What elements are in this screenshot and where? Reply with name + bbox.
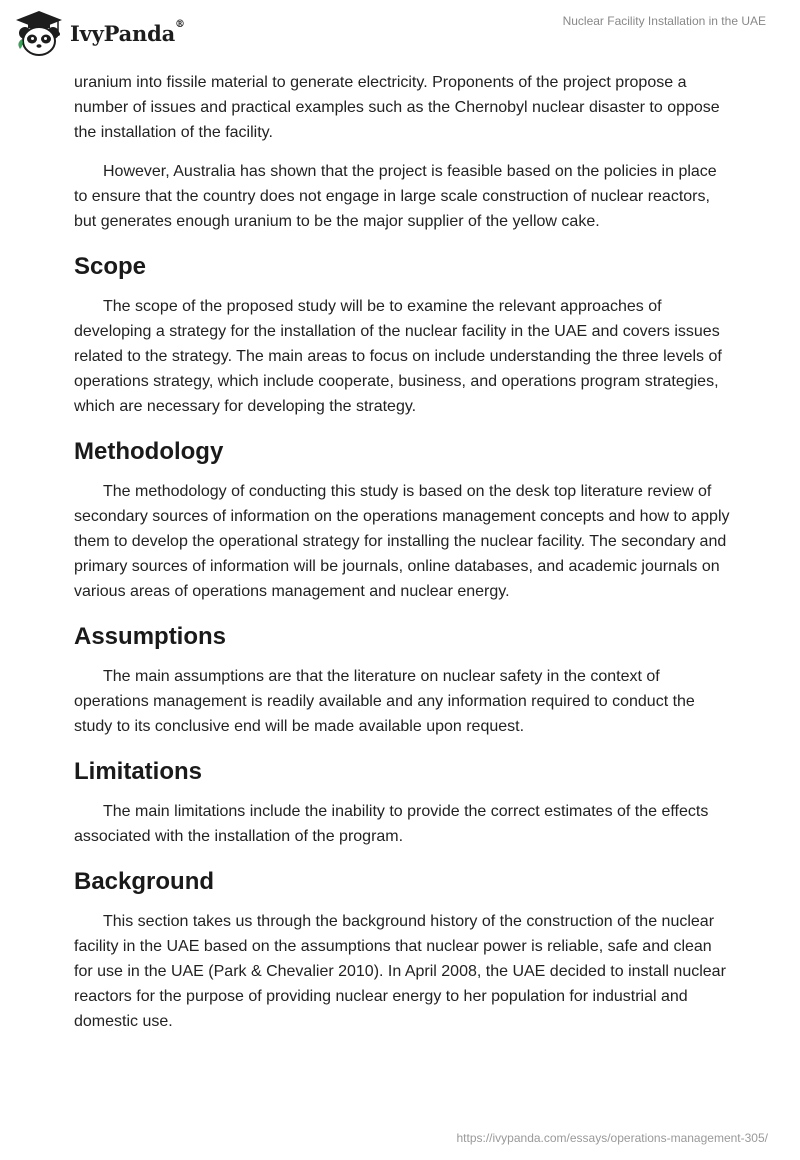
section-heading-methodology: Methodology (74, 438, 224, 465)
section-text-limitations: The main limitations include the inability to provide the correct estimates of the effects associated with the installation of the program. (74, 803, 709, 845)
intro-paragraph-1: uranium into fissile material to generate electricity. Proponents of the project propose a number of issues and practical examples such as the Chernobyl nuclear disaster to oppose the installation of the facility. (74, 74, 720, 141)
brand-name: IvyPanda® (70, 18, 185, 46)
essay-content (74, 70, 734, 1048)
section-text-methodology: The methodology of conducting this study is based on the desk top literature review of secondary sources of information on the operations management concepts and how to apply them to develop the operational strategy for installing the nuclear facility. The secondary and primary sources of information will be journals, online databases, and academic journals on various areas of operations management and nuclear energy. (74, 483, 730, 600)
intro-paragraph-2: However, Australia has shown that the project is feasible based on the policies in place to ensure that the country does not engage in large scale construction of nuclear reactors, but generates enough uranium to be the major supplier of the yellow cake. (74, 163, 717, 230)
source-url-link[interactable]: https://ivypanda.com/essays/operations-management-305/ (456, 1131, 768, 1145)
section-heading-assumptions: Assumptions (74, 623, 227, 650)
section-text-scope: The scope of the proposed study will be to examine the relevant approaches of developing a strategy for the installation of the nuclear facility in the UAE and covers issues related to the strategy. The main areas to focus on include understanding the three levels of operations strategy, which include cooperate, business, and operations program strategies, which are necessary for developing the strategy. (74, 298, 722, 415)
ivypanda-logo[interactable] (14, 8, 185, 58)
section-text-background: This section takes us through the background history of the construction of the nuclear facility in the UAE based on the assumptions that nuclear power is reliable, safe and clean for use in the UAE (Park & Chevalier 2010). In April 2008, the UAE decided to install nuclear reactors for the purpose of providing nuclear energy to her population for industrial and domestic use. (74, 913, 726, 1030)
section-heading-scope: Scope (74, 253, 147, 280)
section-heading-background: Background (74, 868, 215, 895)
document-title: Nuclear Facility Installation in the UAE (562, 14, 766, 28)
section-text-assumptions: The main assumptions are that the literature on nuclear safety in the context of operations management is readily available and any information required to conduct the study to its conclusive end will be made available upon request. (74, 668, 695, 735)
panda-graduate-icon (14, 9, 64, 57)
section-heading-limitations: Limitations (74, 758, 203, 785)
page-header (0, 0, 800, 70)
